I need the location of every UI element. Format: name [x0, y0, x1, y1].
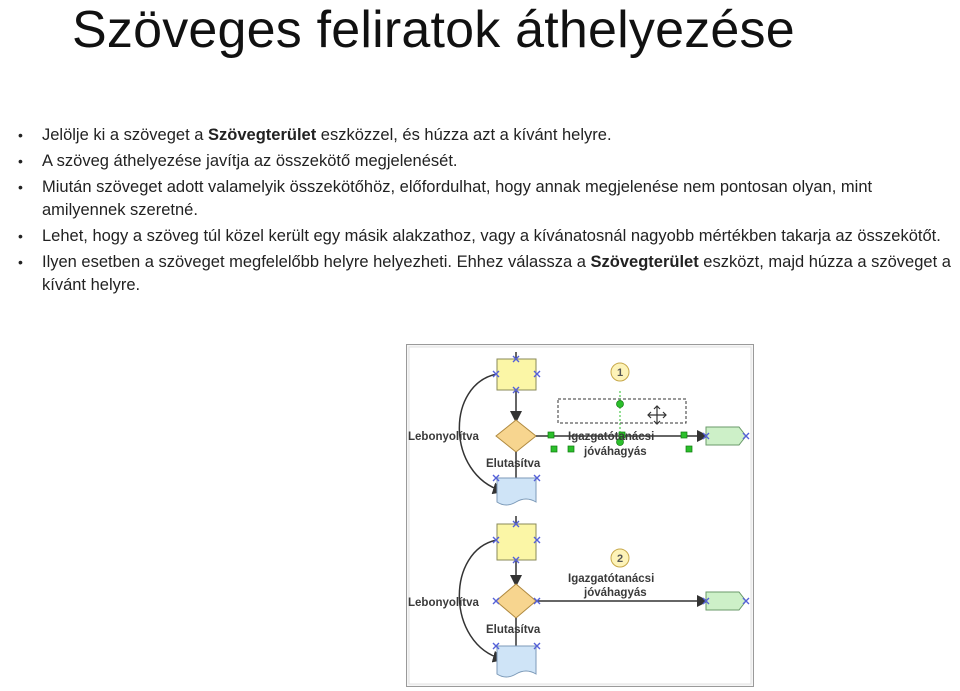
- slide-title: Szöveges feliratok áthelyezése: [72, 1, 795, 59]
- bullet-item: • A szöveg áthelyezése javítja az összekötő megjelenését.: [18, 150, 958, 173]
- process-shape: [497, 524, 536, 560]
- label-jovahagyas: jóváhagyás: [584, 587, 647, 599]
- label-lebonyolitva: Lebonyolítva: [408, 431, 479, 443]
- step-number: 1: [616, 367, 624, 379]
- diagram-svg: [406, 344, 754, 687]
- label-igazgatotanacsi: Igazgatótanácsi: [568, 573, 655, 585]
- bullet-item: • Jelölje ki a szöveget a Szövegterület eszközzel, és húzza azt a kívánt helyre.: [18, 124, 958, 147]
- terminal-shape: [706, 592, 746, 610]
- diagram-screenshot: [406, 344, 754, 687]
- label-elutasitva: Elutasítva: [486, 458, 541, 470]
- label-lebonyolitva: Lebonyolítva: [408, 597, 479, 609]
- step-number: 2: [616, 553, 624, 565]
- bullet-item: • Miután szöveget adott valamelyik összekötőhöz, előfordulhat, hogy annak megjelenése nem pontosan olyan, mint amilyennek szeretné.: [18, 176, 958, 222]
- process-shape: [497, 359, 536, 390]
- label-elutasitva: Elutasítva: [486, 624, 541, 636]
- bullet-item: • Lehet, hogy a szöveg túl közel került egy másik alakzathoz, vagy a kívánatosnál nagyobb mértékben takarja az összekötőt.: [18, 225, 958, 248]
- label-igazgatotanacsi: Igazgatótanácsi: [568, 431, 655, 443]
- bullet-list: [18, 124, 958, 300]
- terminal-shape: [706, 427, 746, 445]
- bullet-item: • Ilyen esetben a szöveget megfelelőbb helyre helyezheti. Ehhez válassza a Szövegterület eszközt, majd húzza a szöveget a kívánt helyre.: [18, 251, 958, 297]
- label-jovahagyas: jóváhagyás: [584, 446, 647, 458]
